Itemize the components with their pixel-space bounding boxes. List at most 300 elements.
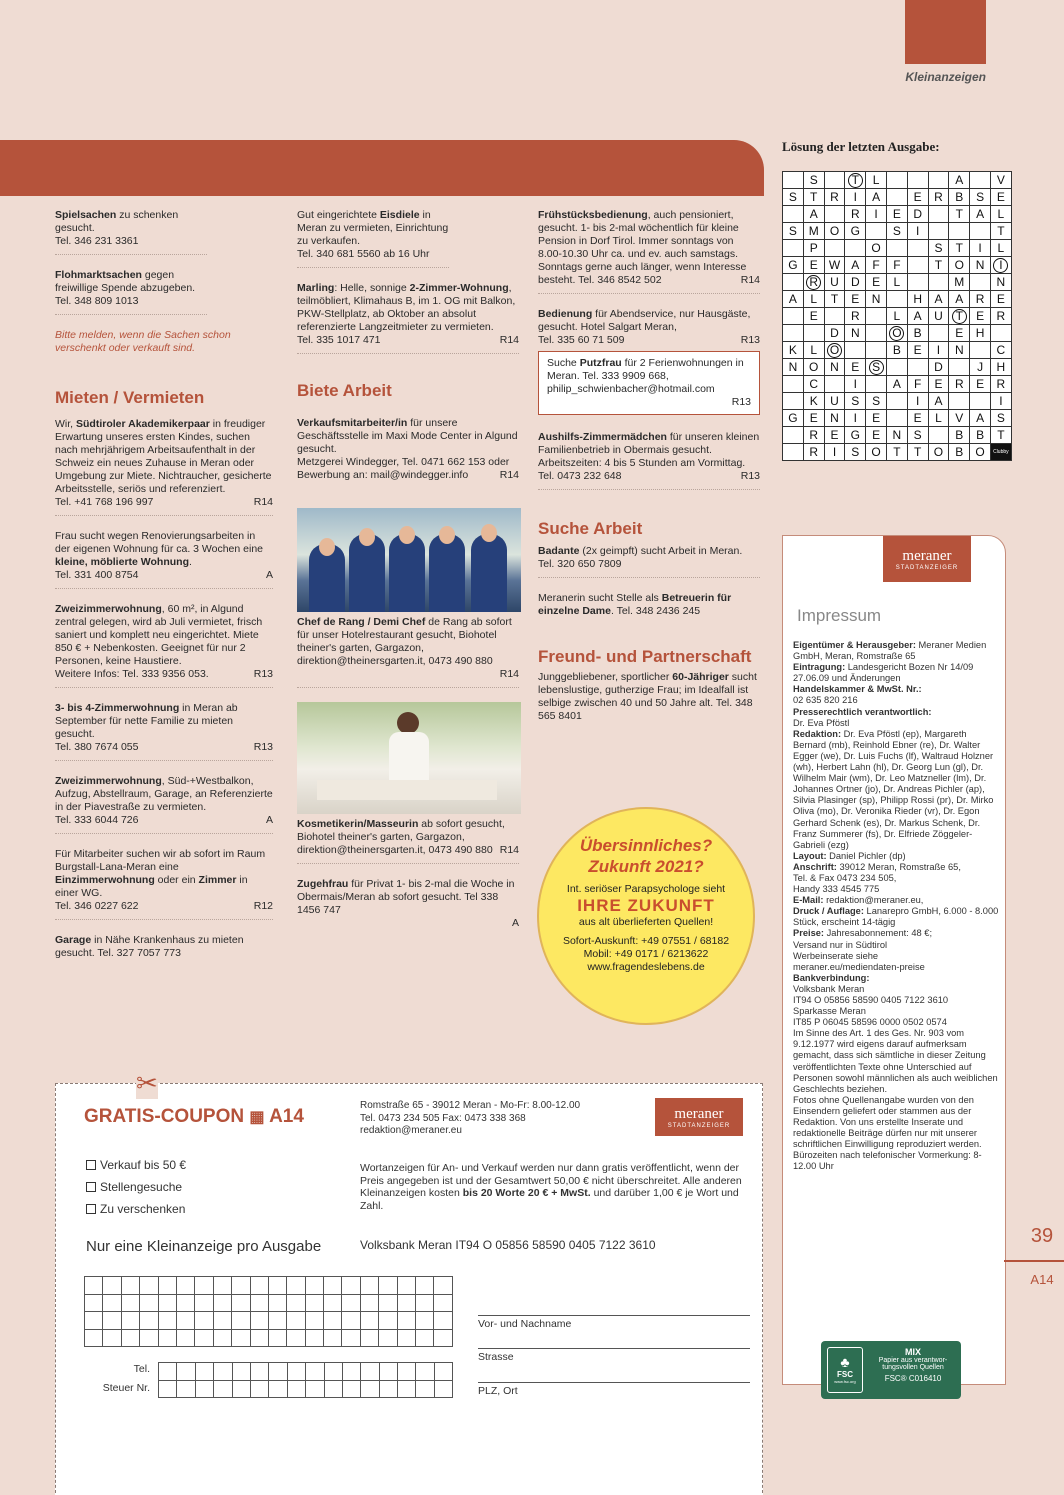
grid-cell[interactable]: [250, 1294, 268, 1312]
tax-label: Steuer Nr.: [102, 1382, 150, 1394]
crossword-cell: H: [970, 325, 991, 342]
text-entry-grid[interactable]: [84, 1276, 453, 1347]
impressum-line: Im Sinne des Art. 1 des Ges. Nr. 903 vom 9.12.1977 wird eigens darauf aufmerksam gemacht, dass sich sämtliche in dieser Zeitung veröffentlichten Texte ohne Unterschied auf Personen sowohl männlichen als auch weiblichen Geschlechts beziehen.: [793, 1028, 998, 1094]
column-2: [297, 209, 519, 950]
grid-cell[interactable]: [176, 1277, 194, 1295]
grid-cell[interactable]: [140, 1329, 158, 1347]
ad-text: für unseren kleinen Familienbetrieb in Obermais gesucht. Arbeitszeiten: 4 bis 5 Stunden am Vormittag.: [538, 431, 760, 469]
grid-cell[interactable]: [195, 1277, 213, 1295]
grid-cell[interactable]: [158, 1277, 176, 1295]
grid-cell[interactable]: [140, 1277, 158, 1295]
crossword-row: [783, 291, 1012, 308]
checkbox-icon[interactable]: [86, 1182, 96, 1192]
grid-cell[interactable]: [324, 1380, 342, 1398]
crossword-cell: F: [886, 257, 907, 274]
grid-cell[interactable]: [158, 1329, 176, 1347]
crossword-cell: [866, 223, 887, 240]
crossword-row: [783, 376, 1012, 393]
grid-cell[interactable]: [434, 1312, 452, 1330]
column-1: [55, 209, 273, 980]
crossword-cell: E: [970, 376, 991, 393]
ad-text: gegen freiwillige Spende abzugeben. Tel. 348 809 1013: [55, 269, 196, 307]
grid-cell[interactable]: [195, 1363, 213, 1381]
option-verkauf[interactable]: [86, 1158, 186, 1172]
grid-cell[interactable]: [434, 1329, 452, 1347]
grid-cell[interactable]: [397, 1277, 415, 1295]
crossword-cell: E: [824, 427, 845, 444]
crossword-cell: U: [824, 274, 845, 291]
crossword-cell: [928, 223, 949, 240]
logo-text: meraner: [674, 1106, 724, 1122]
grid-cell[interactable]: [121, 1329, 139, 1347]
ad-spielsachen: [55, 209, 207, 255]
ad-keyword: Spielsachen: [55, 209, 117, 221]
grid-cell[interactable]: [416, 1277, 434, 1295]
grid-cell[interactable]: [306, 1380, 324, 1398]
crossword-cell: D: [845, 274, 866, 291]
impressum-line: Versand nur in Südtirol: [793, 939, 888, 950]
ad-code: R14: [740, 274, 760, 286]
crossword-cell: S: [990, 410, 1011, 427]
grid-cell[interactable]: [434, 1380, 452, 1398]
grid-cell[interactable]: [342, 1312, 360, 1330]
crossword-cell: E: [907, 189, 928, 206]
crossword-cell: [783, 376, 804, 393]
checkbox-icon[interactable]: [86, 1204, 96, 1214]
grid-cell[interactable]: [158, 1294, 176, 1312]
crossword-cell: A: [928, 291, 949, 308]
grid-cell[interactable]: [232, 1277, 250, 1295]
ad-einzimmer: [55, 848, 273, 920]
ad-text: Metzgerei Windegger, Tel. 0471 662 153 oder: [297, 456, 510, 468]
grid-cell[interactable]: [287, 1294, 305, 1312]
crossword-row: [783, 444, 1012, 461]
crossword-cell: [783, 427, 804, 444]
crossword-cell: A: [970, 206, 991, 223]
impressum-line: Handy 333 4545 775: [793, 884, 880, 895]
ad-code: R13: [731, 396, 751, 408]
crossword-cell: T: [928, 257, 949, 274]
crossword-cell: T: [886, 444, 907, 461]
grid-cell[interactable]: [416, 1294, 434, 1312]
ad-keyword: Verkaufsmitarbeiter/in: [297, 417, 408, 429]
ad-code: R14: [499, 668, 519, 680]
crossword-cell: V: [949, 410, 970, 427]
ad-text: , teilmöbliert, Klimahaus B, im 1. OG mit Balkon, PKW-Stellplatz, ab Oktober an absolut referenzierte Langzeitmieter zu vermieten.: [297, 282, 516, 333]
grid-cell[interactable]: [398, 1363, 416, 1381]
crossword-cell: I: [970, 240, 991, 257]
grid-cell[interactable]: [379, 1363, 397, 1381]
grid-cell[interactable]: [434, 1294, 452, 1312]
crossword-cell: H: [907, 291, 928, 308]
grid-cell[interactable]: [361, 1380, 379, 1398]
crossword-cell: I: [845, 189, 866, 206]
crossword-cell: U: [824, 393, 845, 410]
crossword-row: [783, 427, 1012, 444]
grid-cell[interactable]: [305, 1294, 323, 1312]
sticker-big: IHRE ZUKUNFT: [577, 896, 715, 915]
crossword-cell: R: [949, 376, 970, 393]
crossword-cell: A: [907, 308, 928, 325]
ad-tel: Tel. 380 7674 055: [55, 741, 139, 753]
grid-cell[interactable]: [268, 1277, 286, 1295]
grid-cell[interactable]: [140, 1294, 158, 1312]
ad-keyword: Marling: [297, 282, 335, 294]
grid-cell[interactable]: [379, 1277, 397, 1295]
grid-cell[interactable]: [103, 1277, 121, 1295]
heading-mieten: Mieten / Vermieten: [55, 388, 205, 407]
grid-cell[interactable]: [360, 1312, 378, 1330]
grid-cell[interactable]: [250, 1277, 268, 1295]
grid-cell[interactable]: [269, 1363, 287, 1381]
crossword-cell: [803, 325, 824, 342]
grid-cell[interactable]: [213, 1277, 231, 1295]
ad-badante: [538, 545, 760, 578]
grid-cell[interactable]: [177, 1380, 195, 1398]
grid-cell[interactable]: [268, 1329, 286, 1347]
crossword-cell: S: [886, 223, 907, 240]
crossword-cell: [886, 393, 907, 410]
name-line[interactable]: [478, 1315, 750, 1316]
crossword-cell: D: [907, 206, 928, 223]
grid-cell[interactable]: [232, 1380, 250, 1398]
grid-cell[interactable]: [434, 1363, 452, 1381]
sticker-mobile: Mobil: +49 0171 / 6213622: [583, 948, 709, 960]
ad-tel: Tel. 335 60 71 509: [538, 334, 625, 346]
crossword-cell: T: [949, 240, 970, 257]
option-stellengesuche[interactable]: [86, 1180, 182, 1194]
grid-cell[interactable]: [214, 1380, 232, 1398]
advert-sticker: [537, 807, 755, 1025]
crossword-cell: [928, 274, 949, 291]
grid-cell[interactable]: [398, 1380, 416, 1398]
crossword-cell: B: [907, 325, 928, 342]
grid-cell[interactable]: [85, 1312, 103, 1330]
ad-keyword: Betreuerin für einzelne Dame: [538, 592, 732, 617]
city-line[interactable]: [478, 1382, 750, 1383]
crossword-cell: A: [845, 257, 866, 274]
crossword-cell: O: [928, 444, 949, 461]
crossword-cell: S: [866, 393, 887, 410]
photo-massage: [297, 702, 521, 814]
crossword-row: [783, 393, 1012, 410]
grid-cell[interactable]: [250, 1363, 268, 1381]
grid-cell[interactable]: [158, 1312, 176, 1330]
grid-cell[interactable]: [360, 1277, 378, 1295]
option-label: Stellengesuche: [100, 1180, 183, 1194]
ad-keyword: Garage: [55, 934, 92, 946]
option-label: Zu verschenken: [100, 1202, 186, 1216]
grid-cell[interactable]: [416, 1312, 434, 1330]
grid-cell[interactable]: [250, 1329, 268, 1347]
grid-cell[interactable]: [250, 1312, 268, 1330]
grid-cell[interactable]: [287, 1329, 305, 1347]
grid-cell[interactable]: [85, 1277, 103, 1295]
crossword-cell: R: [990, 308, 1011, 325]
impressum-line: Eigentümer & Herausgeber: Meraner Medien GmbH, Meran, Romstraße 65: [793, 640, 987, 662]
ad-keyword: Südtiroler Akademikerpaar: [76, 418, 210, 430]
meraner-logo: [883, 536, 971, 582]
crossword-cell: S: [907, 427, 928, 444]
crossword-cell: S: [783, 189, 804, 206]
ad-text: (2x geimpft) sucht Arbeit in Meran.: [579, 545, 743, 557]
ad-keyword: Flohmarktsachen: [55, 269, 142, 281]
ad-keyword: Badante: [538, 545, 580, 557]
section-label: Kleinanzeigen: [905, 70, 986, 84]
crossword-cell: O: [803, 359, 824, 376]
ad-text: in einer WG.: [55, 874, 248, 899]
grid-cell[interactable]: [342, 1294, 360, 1312]
ad-text: sucht lebenslustige, gutherzige Frau; im Idealfall ist selbige zwischen 40 und 50 Jahre alt. Tel. 348 565 8401: [538, 671, 757, 722]
fsc-url: www.fsc.org: [834, 1379, 856, 1384]
ad-code: R14: [499, 334, 519, 346]
grid-cell[interactable]: [232, 1329, 250, 1347]
circled-letter: O: [889, 326, 904, 341]
grid-cell[interactable]: [287, 1380, 305, 1398]
ad-code: R14: [499, 844, 519, 856]
grid-cell[interactable]: [121, 1312, 139, 1330]
grid-cell[interactable]: [324, 1294, 342, 1312]
crossword-cell: [824, 376, 845, 393]
ad-text: de Rang ab sofort für unser Hotelrestaurant gesucht, Biohotel theiner's garten, Gargazon, direktion@theinersgarten.it, 0473 490 880: [297, 616, 512, 667]
crossword-cell: N: [845, 325, 866, 342]
newspaper-icon: ▦: [249, 1109, 265, 1126]
grid-cell[interactable]: [379, 1294, 397, 1312]
crossword-cell: [970, 393, 991, 410]
crossword-cell: [907, 240, 928, 257]
crossword-cell: S: [845, 393, 866, 410]
crossword-cell: G: [783, 410, 804, 427]
crossword-cell: [866, 342, 887, 359]
crossword-cell: A: [928, 393, 949, 410]
ad-tel: Tel. 346 231 3361: [55, 235, 139, 247]
grid-cell[interactable]: [379, 1329, 397, 1347]
grid-cell[interactable]: [232, 1312, 250, 1330]
grid-cell[interactable]: [159, 1363, 177, 1381]
grid-cell[interactable]: [306, 1363, 324, 1381]
coupon-bank: Volksbank Meran IT94 O 05856 58590 0405 7122 3610: [360, 1238, 656, 1252]
ad-code: A: [265, 569, 273, 581]
crossword-cell: E: [928, 376, 949, 393]
grid-cell[interactable]: [305, 1277, 323, 1295]
crossword-cell: E: [907, 410, 928, 427]
grid-cell[interactable]: [213, 1294, 231, 1312]
impressum-line: Bürozeiten nach telefonischer Vormerkung: 8-12.00 Uhr: [793, 1150, 982, 1172]
crossword-cell: K: [783, 342, 804, 359]
crossword-cell: E: [866, 427, 887, 444]
grid-cell[interactable]: [342, 1277, 360, 1295]
crossword-cell: E: [803, 410, 824, 427]
crossword-cell: R: [990, 376, 1011, 393]
crossword-cell: I: [824, 444, 845, 461]
crossword-cell: O: [866, 240, 887, 257]
crossword-cell: G: [845, 223, 866, 240]
crossword-cell: [866, 359, 887, 376]
grid-cell[interactable]: [103, 1294, 121, 1312]
ad-code: R13: [253, 668, 273, 680]
grid-cell[interactable]: [103, 1312, 121, 1330]
option-verschenken[interactable]: [86, 1202, 185, 1216]
grid-cell[interactable]: [324, 1363, 342, 1381]
grid-cell[interactable]: [159, 1380, 177, 1398]
logo-subtext: STADTANZEIGER: [667, 1123, 731, 1129]
street-line[interactable]: [478, 1348, 750, 1349]
ad-text: zu schenken gesucht.: [55, 209, 179, 234]
crossword-cell: N: [783, 359, 804, 376]
ad-zimmermaedchen: [538, 431, 760, 490]
crossword-cell: T: [907, 444, 928, 461]
ad-keyword: Frühstücksbedienung: [538, 209, 648, 221]
crossword-cell: N: [990, 274, 1011, 291]
crossword-cell: T: [949, 206, 970, 223]
grid-cell[interactable]: [397, 1294, 415, 1312]
crossword-row: [783, 172, 1012, 189]
tel-entry-grid[interactable]: [158, 1362, 453, 1398]
grid-cell[interactable]: [416, 1363, 434, 1381]
grid-cell[interactable]: [305, 1312, 323, 1330]
ad-keyword: 60-Jähriger: [672, 671, 729, 683]
crossword-cell: [970, 342, 991, 359]
crossword-cell: B: [949, 189, 970, 206]
grid-cell[interactable]: [177, 1363, 195, 1381]
grid-cell[interactable]: [121, 1277, 139, 1295]
grid-cell[interactable]: [416, 1380, 434, 1398]
grid-cell[interactable]: [103, 1329, 121, 1347]
ad-email: philip_schwienbacher@hotmail.com: [547, 383, 715, 395]
circled-letter: T: [952, 309, 967, 324]
grid-cell[interactable]: [195, 1312, 213, 1330]
crossword-cell: E: [907, 342, 928, 359]
grid-cell[interactable]: [397, 1329, 415, 1347]
crossword-cell: W: [824, 257, 845, 274]
grid-cell[interactable]: [232, 1294, 250, 1312]
impressum-line: Druck / Auflage: Lanarepro GmbH, 6.000 - 8.000 Stück, erscheint 14-tägig: [793, 906, 999, 928]
grid-cell[interactable]: [342, 1329, 360, 1347]
crossword-cell: L: [886, 308, 907, 325]
grid-cell[interactable]: [85, 1294, 103, 1312]
crossword-cell: [949, 393, 970, 410]
crossword-cell: N: [824, 359, 845, 376]
grid-cell[interactable]: [324, 1329, 342, 1347]
coupon-logo: [655, 1098, 743, 1136]
grid-cell[interactable]: [397, 1312, 415, 1330]
crossword-cell: [803, 274, 824, 291]
grid-cell[interactable]: [416, 1329, 434, 1347]
crossword-row: [783, 189, 1012, 206]
crossword-cell: [907, 359, 928, 376]
grid-cell[interactable]: [287, 1277, 305, 1295]
grid-cell[interactable]: [269, 1380, 287, 1398]
grid-cell[interactable]: [195, 1329, 213, 1347]
fsc-badge: [821, 1341, 961, 1399]
impressum-line: IT94 O 05856 58590 0405 7122 3610: [793, 995, 949, 1005]
crossword-cell: R: [824, 189, 845, 206]
impressum-line: Preise: Jahresabonnement: 48 €;: [793, 928, 933, 939]
grid-cell[interactable]: [287, 1363, 305, 1381]
impressum-text: [793, 640, 1001, 1173]
grid-cell[interactable]: [360, 1329, 378, 1347]
grid-cell[interactable]: [213, 1312, 231, 1330]
crossword-cell: A: [866, 189, 887, 206]
grid-cell[interactable]: [379, 1312, 397, 1330]
grid-cell[interactable]: [176, 1329, 194, 1347]
ad-text: .: [188, 556, 192, 568]
logo-text: meraner: [902, 548, 952, 564]
impressum-line: Fotos ohne Quellenangabe wurden von den Einsendern geliefert oder stammen aus der Redaktion. Von uns erstellte Inserate und redaktionelle Beiträge dürfen nur mit unserer schriftlichen Einwilligung reproduziert werden.: [793, 1094, 982, 1150]
grid-cell[interactable]: [287, 1312, 305, 1330]
ad-tel: Tel. 320 650 7809: [538, 558, 622, 570]
grid-cell[interactable]: [176, 1312, 194, 1330]
grid-cell[interactable]: [213, 1329, 231, 1347]
grid-cell[interactable]: [342, 1363, 360, 1381]
crossword-row: [783, 257, 1012, 274]
crossword-cell: L: [803, 342, 824, 359]
crossword-cell: E: [803, 257, 824, 274]
grid-cell[interactable]: [195, 1294, 213, 1312]
grid-cell[interactable]: [268, 1294, 286, 1312]
impressum-line: Dr. Eva Pföstl: [793, 717, 850, 728]
coupon-terms: [360, 1162, 750, 1212]
grid-cell[interactable]: [360, 1294, 378, 1312]
ad-text: oder ein: [154, 874, 199, 886]
ad-keyword: Zweizimmerwohnung: [55, 775, 162, 787]
grid-cell[interactable]: [434, 1277, 452, 1295]
grid-cell[interactable]: [140, 1312, 158, 1330]
grid-cell[interactable]: [85, 1329, 103, 1347]
impressum-line: Werbeinserate siehe: [793, 950, 879, 961]
impressum-line: Handelskammer & MwSt. Nr.:: [793, 684, 922, 695]
grid-cell[interactable]: [250, 1380, 268, 1398]
grid-cell[interactable]: [361, 1363, 379, 1381]
grid-cell[interactable]: [379, 1380, 397, 1398]
grid-cell[interactable]: [195, 1380, 213, 1398]
crossword-cell: S: [845, 444, 866, 461]
crossword-cell: [866, 308, 887, 325]
impressum-line: Redaktion: Dr. Eva Pföstl (ep), Margareth Bernard (mb), Reinhold Ebner (re), Dr. Walter Egger (we), Dr. Luis Fuchs (lf), Waltraud Holzner (wh), Herbert Lahn (hl), Dr. Georg Lun (gl), Dr. Wilhelm Mair (wm), Dr. Leo Matzneller (lm), Dr. Johannes Ortner (jo), Dr. Andreas Pichler (ap), Silvia Plasinger (sp), Philipp Rossi (pr), Dr. Mirko Oliva (mo), Dr. Veronika Rieder (vr), Dr. Egon Gerhard Schenk (es), Dr. Markus Schenk, Dr. Franz Summerer (fs), Dr. Elfriede Zöggeler-Gabrieli (ezg): [793, 728, 994, 850]
crossword-cell: L: [866, 172, 887, 189]
grid-cell[interactable]: [305, 1329, 323, 1347]
crossword-cell: G: [845, 427, 866, 444]
ad-text: Für Mitarbeiter suchen wir ab sofort im Raum Burgstall-Lana-Meran eine: [55, 848, 266, 873]
grid-cell[interactable]: [214, 1363, 232, 1381]
grid-cell[interactable]: [232, 1363, 250, 1381]
crossword-cell: E: [866, 274, 887, 291]
ad-text: Meranerin sucht Stelle als: [538, 592, 662, 604]
checkbox-icon[interactable]: [86, 1160, 96, 1170]
header-tab: [905, 0, 986, 64]
grid-cell[interactable]: [342, 1380, 360, 1398]
fsc-text: tungsvollen Quellen: [882, 1364, 944, 1371]
crossword-cell: F: [907, 376, 928, 393]
grid-cell[interactable]: [176, 1294, 194, 1312]
ad-keyword: Kosmetikerin/Masseurin: [297, 818, 419, 830]
crossword-cell: E: [803, 308, 824, 325]
logo-subtext: STADTANZEIGER: [895, 565, 959, 571]
fsc-text: Papier aus verantwor-: [878, 1357, 948, 1364]
ad-code: R13: [740, 334, 760, 346]
grid-cell[interactable]: [324, 1312, 342, 1330]
grid-cell[interactable]: [268, 1312, 286, 1330]
circled-letter: T: [848, 173, 863, 188]
crossword-cell: [824, 206, 845, 223]
crossword-cell: A: [970, 410, 991, 427]
grid-cell[interactable]: [324, 1277, 342, 1295]
grid-cell[interactable]: [121, 1294, 139, 1312]
crossword-row: [783, 325, 1012, 342]
coupon-title-text: GRATIS-COUPON: [84, 1106, 245, 1127]
crossword-cell: A: [803, 206, 824, 223]
crossword-cell: I: [907, 223, 928, 240]
